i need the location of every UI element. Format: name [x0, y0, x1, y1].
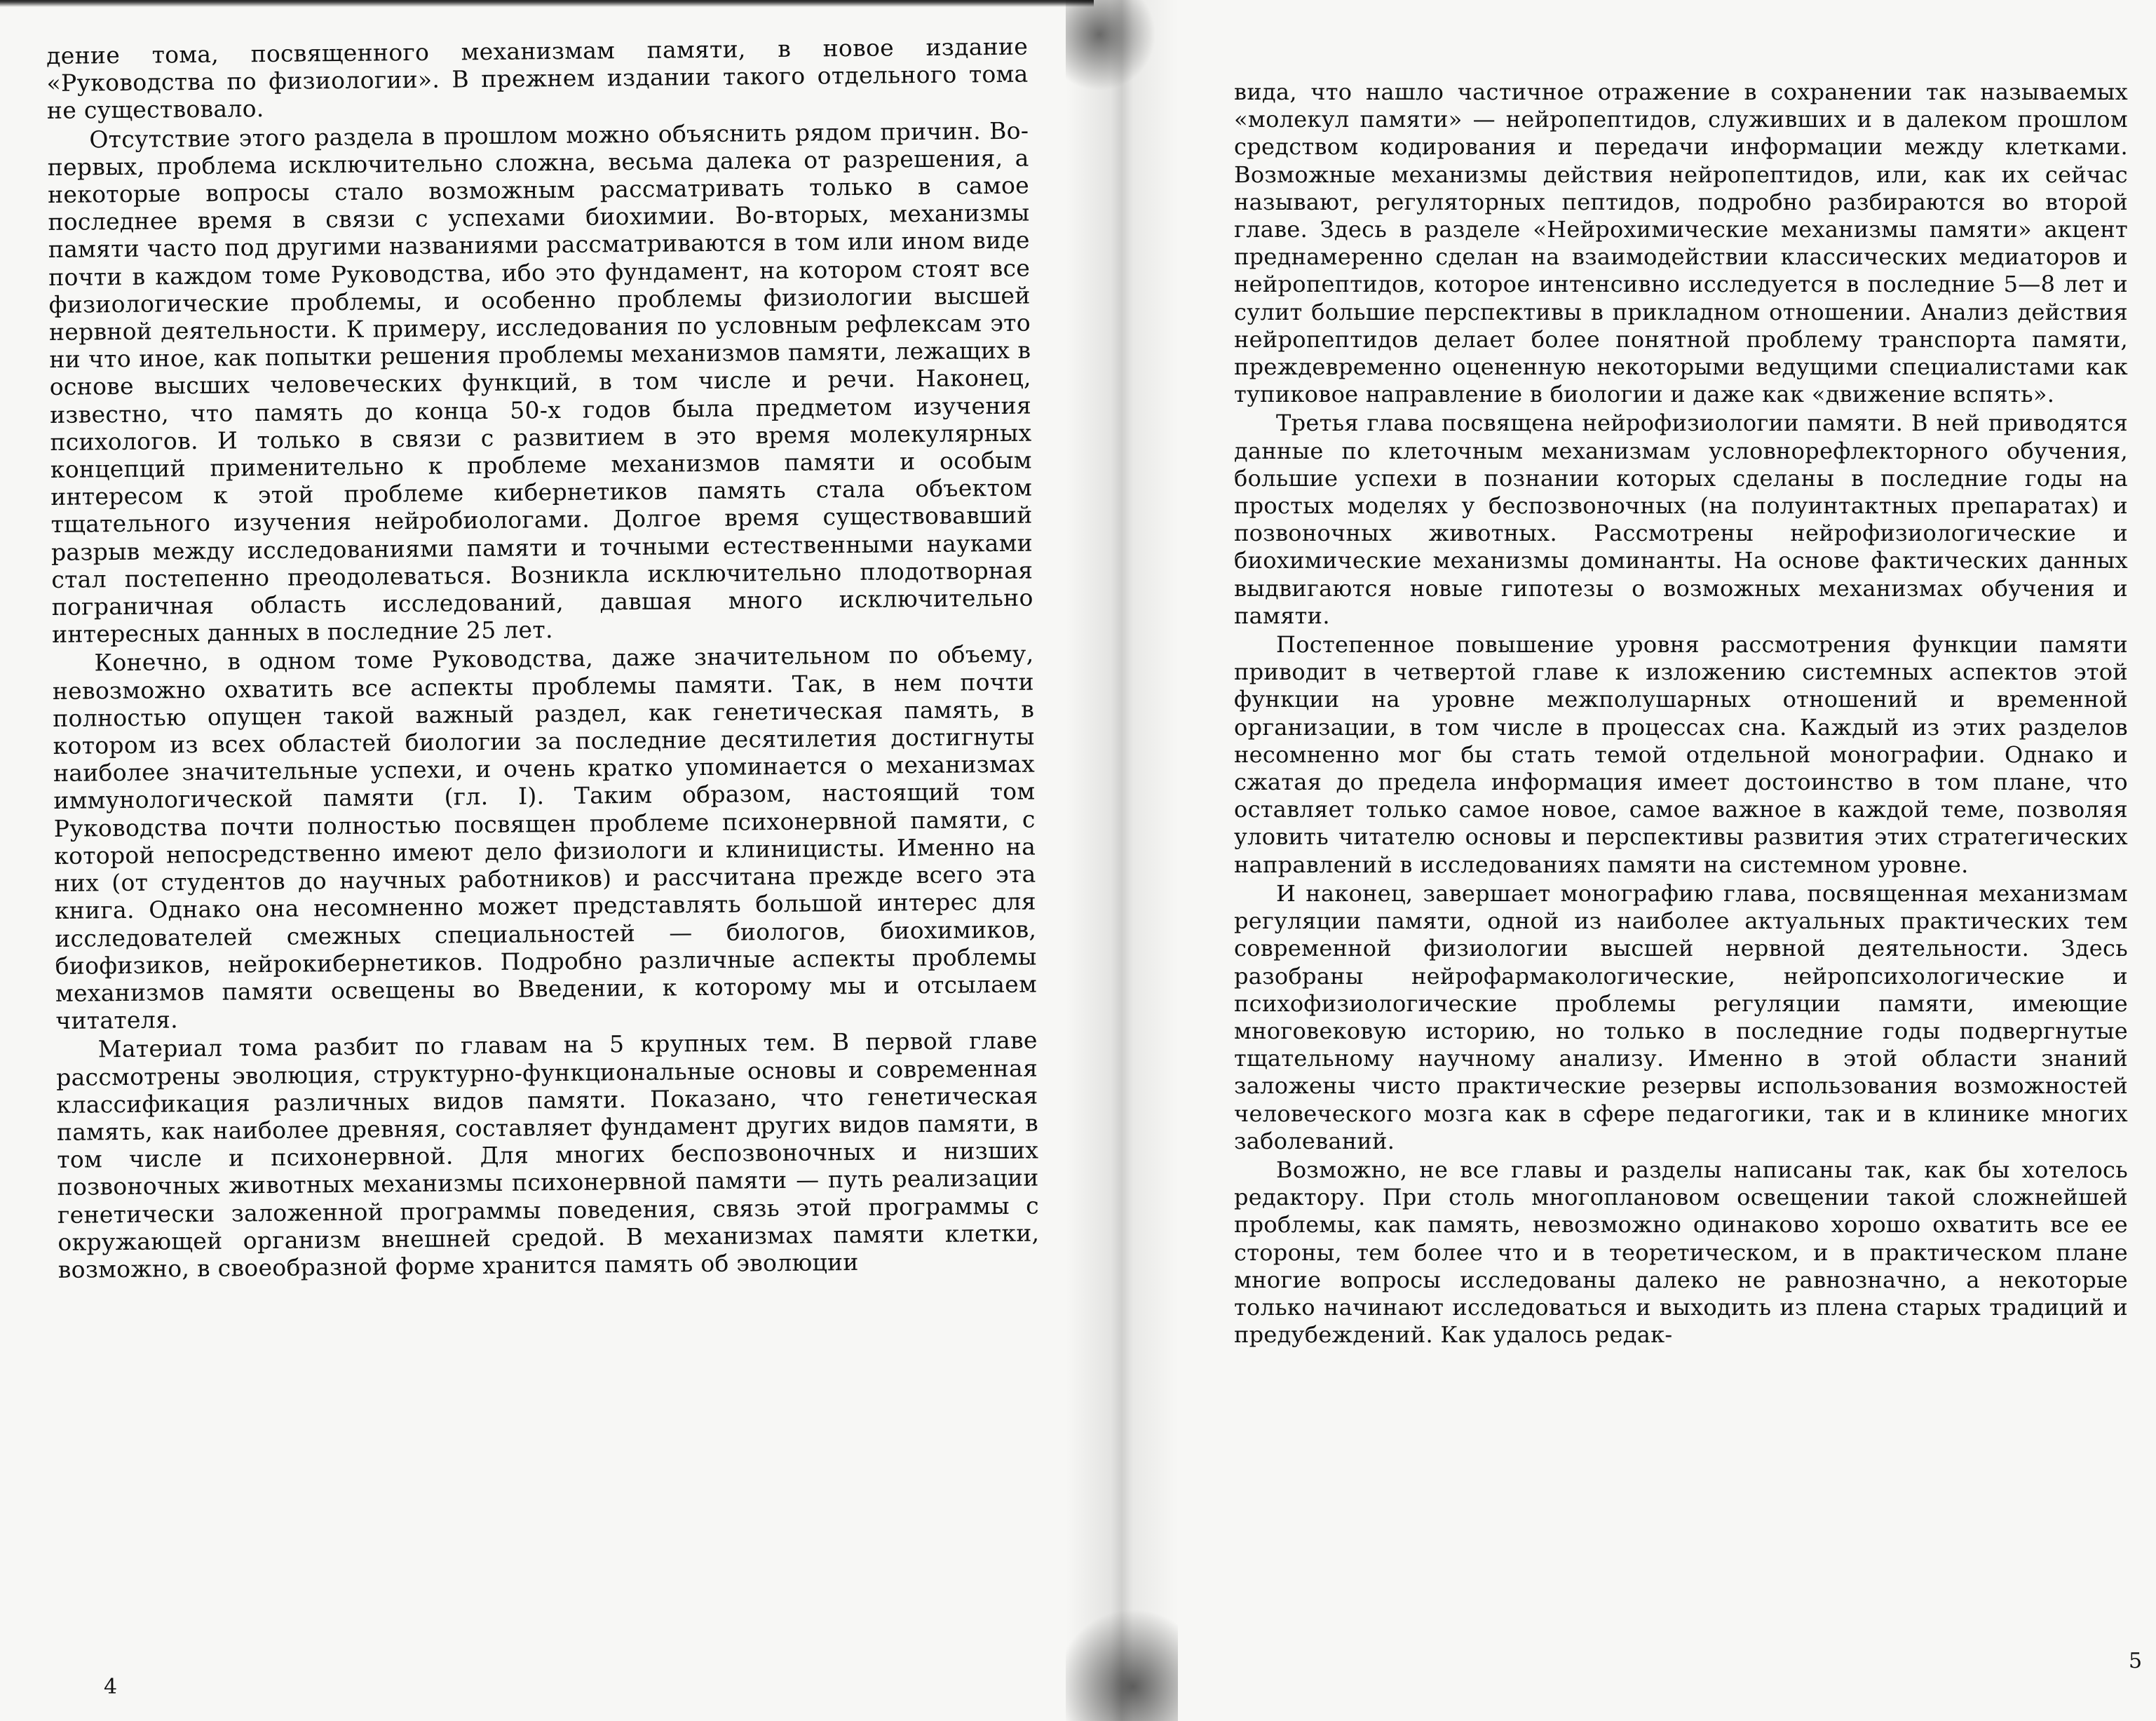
paragraph: И наконец, завершает монографию глава, посвященная механизмам регуляции памяти, одной из наиболее актуальных практических тем современной физиологии высшей нервной деятельности. Здесь разобраны нейрофармакологические, нейропсихологические и психофизиологические проблемы регуляции памяти, имеющие многовековую историю, но только в последние годы подвергнутые тщательному научному анализу. Именно в этой области знаний заложены чисто практические резервы использования возможностей человеческого мозга как в сфере педагогики, так и в клинике многих заболеваний.: [1234, 879, 2128, 1154]
paragraph: Постепенное повышение уровня рассмотрения функции памяти приводит в четвертой главе к изложению системных аспектов этой функции на уровне межполушарных отношений и временной организации, в том числе в процессах сна. Каждый из этих разделов несомненно мог бы стать темой отдельной монографии. Однако и сжатая до предела информация имеет достоинство в том плане, что оставляет только самое новое, самое важное в каждой теме, позволяя уловить читателю основы и перспективы развития этих стратегических направлений в исследованиях памяти на системном уровне.: [1234, 631, 2128, 878]
page-number: 4: [104, 1675, 118, 1699]
right-page-text: [1234, 79, 2128, 1350]
top-page-edge: [0, 0, 1094, 7]
left-page-text: [46, 33, 1040, 1285]
paragraph: дение тома, посвященного механизмам памяти, в новое издание «Руководства по физиологии». В прежнем издании такого отдельного тома не существовало.: [46, 32, 1029, 125]
paragraph: Третья глава посвящена нейрофизиологии памяти. В ней приводятся данные по клеточным механизмам условнорефлекторного обучения, большие успехи в познании которых сделаны в последние годы на простых моделях у беспозвоночных (на полуинтактных препаратах) и позвоночных животных. Рассмотрены нейрофизиологические и биохимические механизмы доминанты. На основе фактических данных выдвигаются новые гипотезы о возможных механизмах обучения и памяти.: [1234, 410, 2128, 629]
paragraph: вида, что нашло частичное отражение в сохранении так называемых «молекул памяти» — нейропептидов, служивших и в далеком прошлом средством кодирования и передачи информации между клетками. Возможные механизмы действия нейропептидов, или, как их сейчас называют, регуляторных пептидов, подробно разбираются во второй главе. Здесь в разделе «Нейрохимические механизмы памяти» акцент преднамеренно сделан на взаимодействии классических медиаторов и нейропептидов, которое интенсивно исследуется в последние 5—8 лет и сулит большие перспективы в прикладном отношении. Анализ действия нейропептидов делает более понятной проблему транспорта памяти, преждевременно оцененную некоторыми ведущими специалистами как тупиковое направление в биологии и даже как «движение вспять».: [1234, 79, 2128, 408]
right-page: [1094, 0, 2156, 1721]
book-gutter-shadow: [1066, 0, 1178, 1721]
paragraph: Конечно, в одном томе Руководства, даже значительном по объему, невозможно охватить все аспекты проблемы памяти. Так, в нем почти полностью опущен такой важный раздел, как генетическая память, в котором из всех областей биологии за последние десятилетия достигнуты наиболее значительные успехи, и очень кратко упоминается о механизмах иммунологической памяти (гл. I). Таким образом, настоящий том Руководства почти полностью посвящен проблеме психонервной памяти, с которой непосредственно имеют дело физиологи и клиницисты. Именно на них (от студентов до научных работников) и рассчитана прежде всего эта книга. Однако она несомненно может представлять большой интерес для исследователей смежных специальностей — биологов, биохимиков, биофизиков, нейрокибернетиков. Подробно различные аспекты проблемы механизмов памяти освещены во Введении, к которому мы и отсылаем читателя.: [52, 640, 1038, 1035]
paragraph: Возможно, не все главы и разделы написаны так, как бы хотелось редактору. При столь многоплановом освещении такой сложнейшей проблемы, как память, невозможно одинаково хорошо охватить все ее стороны, тем более что и в теоретическом, и в практическом плане многие вопросы исследованы далеко не равнозначно, а некоторые только начинают исследоваться и выходить из плена старых традиций и предубеждений. Как удалось редак-: [1234, 1156, 2128, 1349]
page-number: 5: [2129, 1649, 2143, 1673]
paragraph: Отсутствие этого раздела в прошлом можно объяснить рядом причин. Во-первых, проблема исключительно сложна, весьма далека от разрешения, а некоторые вопросы стало возможным рассматривать только в самое последнее время в связи с успехами биохимии. Во-вторых, механизмы памяти часто под другими названиями рассматриваются в том или ином виде почти в каждом томе Руководства, ибо это фундамент, на котором стоят все физиологические проблемы, и особенно проблемы физиологии высшей нервной деятельности. К примеру, исследования по условным рефлексам это ни что иное, как попытки решения проблемы механизмов памяти, лежащих в основе высших человеческих функций, в том числе и речи. Наконец, известно, что память до конца 50-х годов была предметом изучения психологов. И только в связи с развитием в это время молекулярных концепций применительно к проблеме механизмов памяти и особым интересом к этой проблеме кибернетиков память стала объектом тщательного изучения нейробиологами. Долгое время существовавший разрыв между исследованиями памяти и точными естественными науками стал постепенно преодолеваться. Возникла исключительно плодотворная пограничная область исследований, давшая много исключительно интересных данных в последние 25 лет.: [47, 116, 1033, 649]
paragraph: Материал тома разбит по главам на 5 крупных тем. В первой главе рассмотрены эволюция, структурно-функциональные основы и современная классификация различных видов памяти. Показано, что генетическая память, как наиболее древняя, составляет фундамент других видов памяти, в том числе и психонервной. Для многих беспозвоночных и низших позвоночных животных механизмы психонервной памяти — путь реализации генетически заложенной программы поведения, связь этой программы с окружающей организм внешней средой. В механизмах памяти клетки, возможно, в своеобразной форме хранится память об эволюции: [55, 1026, 1040, 1283]
